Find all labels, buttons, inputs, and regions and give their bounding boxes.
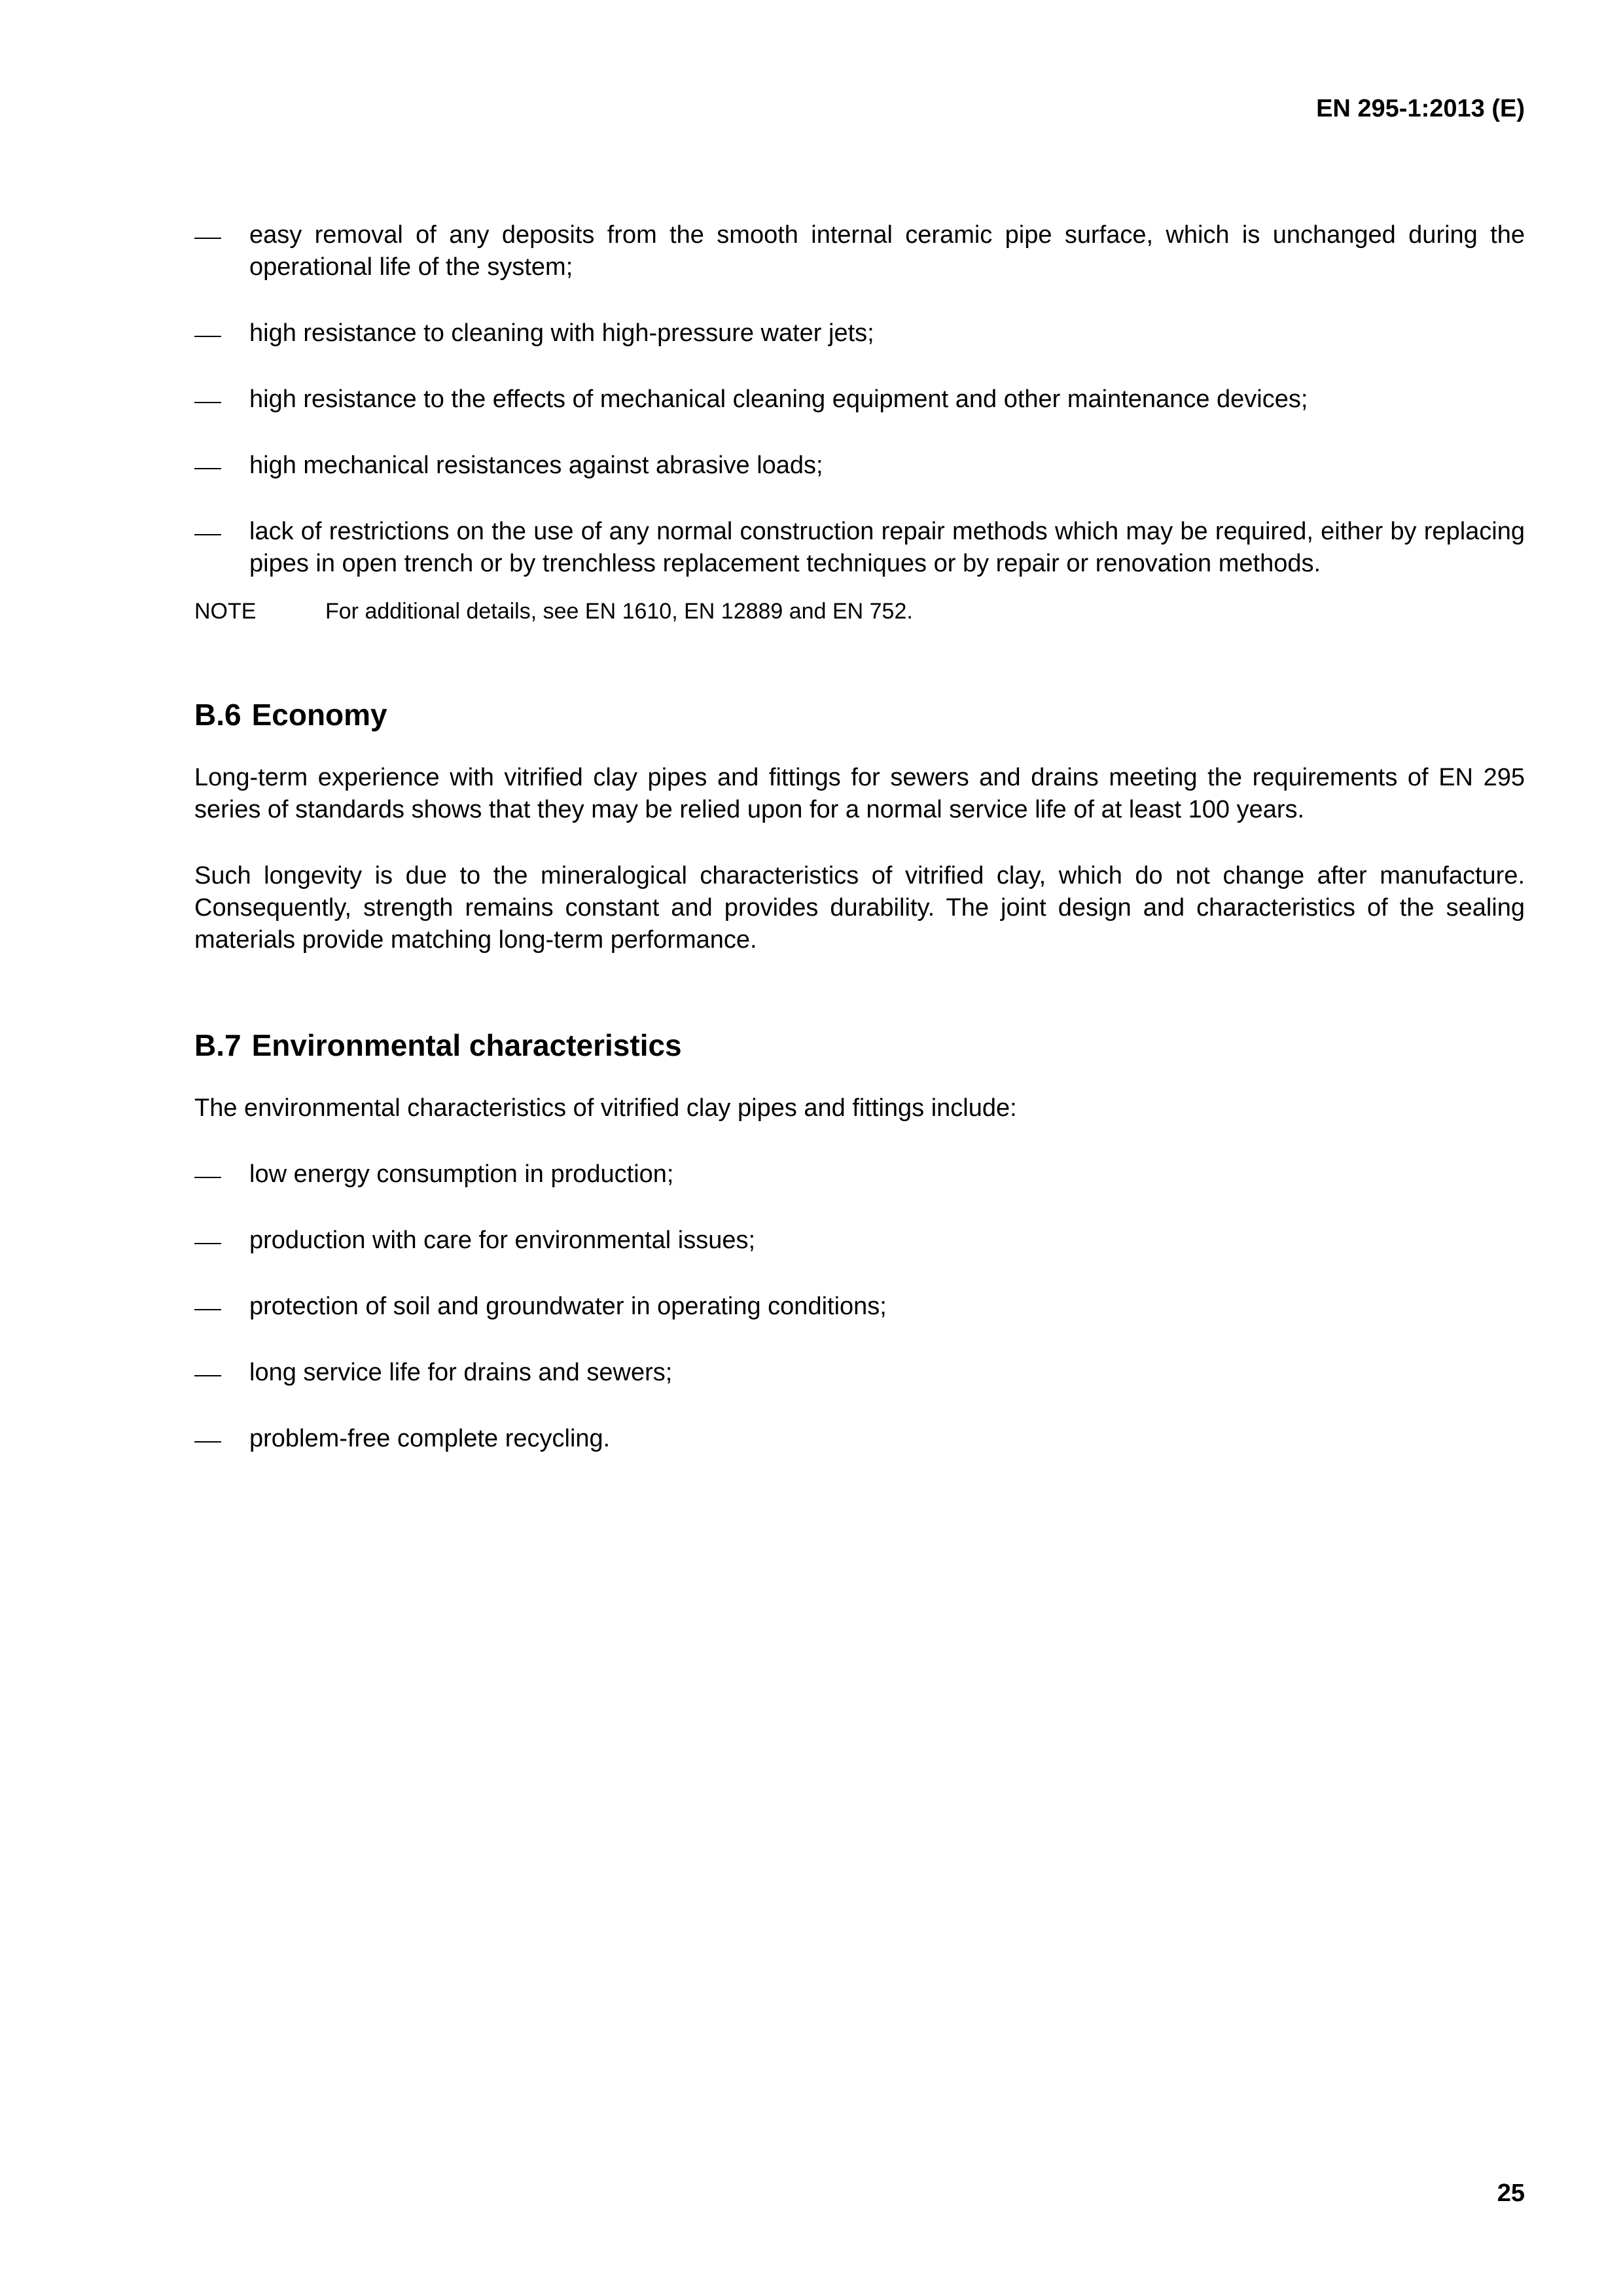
dash-bullet [194, 384, 249, 416]
list-item-text: easy removal of any deposits from the smooth internal ceramic pipe surface, which is unchanged during the operational life of the system; [249, 221, 1525, 281]
section-heading-b7 [194, 1026, 1525, 1065]
list-item [194, 450, 1525, 482]
list-item [194, 1225, 1525, 1257]
list-item [194, 384, 1525, 416]
list-environmental [194, 1158, 1525, 1455]
list-item [194, 1423, 1525, 1455]
list-item-text: production with care for environmental issues; [249, 1227, 756, 1254]
list-item-text: low energy consumption in production; [249, 1160, 674, 1188]
dash-bullet [194, 516, 249, 548]
list-item-text: protection of soil and groundwater in operating conditions; [249, 1293, 887, 1320]
dash-bullet [194, 317, 249, 350]
note-text: For additional details, see EN 1610, EN 12889 and EN 752. [325, 599, 913, 624]
list-item [194, 516, 1525, 580]
page-number: 25 [1497, 2179, 1525, 2207]
list-item-text: long service life for drains and sewers; [249, 1359, 673, 1386]
list-item-text: high resistance to cleaning with high-pressure water jets; [249, 319, 874, 347]
section-number: B.6 [194, 698, 241, 732]
list-item [194, 1291, 1525, 1323]
list-item [194, 219, 1525, 283]
list-item [194, 1158, 1525, 1191]
dash-bullet [194, 1158, 249, 1191]
list-item [194, 317, 1525, 350]
section-title: Environmental characteristics [251, 1028, 682, 1062]
paragraph: The environmental characteristics of vitrified clay pipes and fittings include: [194, 1094, 1017, 1122]
page-content [194, 219, 1525, 1489]
paragraph: Long-term experience with vitrified clay pipes and fittings for sewers and drains meeting the requirements of EN 295 series of standards shows that they may be relied upon for a normal service life of at least 100 years. [194, 764, 1525, 823]
section-title: Economy [251, 698, 387, 732]
dash-bullet [194, 450, 249, 482]
list-top [194, 219, 1525, 580]
section-number: B.7 [194, 1028, 241, 1062]
document-id-header: EN 295-1:2013 (E) [1316, 95, 1525, 122]
list-item-text: high resistance to the effects of mechanical cleaning equipment and other maintenance devices; [249, 386, 1308, 413]
section-heading-b6 [194, 695, 1525, 734]
list-item-text: lack of restrictions on the use of any normal construction repair methods which may be required, either by replacing pipes in open trench or by trenchless replacement techniques or by repair or renovation methods. [249, 518, 1525, 577]
list-item-text: high mechanical resistances against abrasive loads; [249, 452, 823, 479]
dash-bullet [194, 1357, 249, 1389]
dash-bullet [194, 219, 249, 251]
dash-bullet [194, 1423, 249, 1455]
note-label: NOTE [194, 599, 257, 624]
paragraph: Such longevity is due to the mineralogical characteristics of vitrified clay, which do not change after manufacture. Consequently, strength remains constant and provides durability. The joint design and characteristics of the sealing materials provide matching long-term performance. [194, 862, 1525, 954]
note [194, 597, 1525, 626]
list-item-text: problem-free complete recycling. [249, 1425, 611, 1452]
list-item [194, 1357, 1525, 1389]
dash-bullet [194, 1291, 249, 1323]
dash-bullet [194, 1225, 249, 1257]
